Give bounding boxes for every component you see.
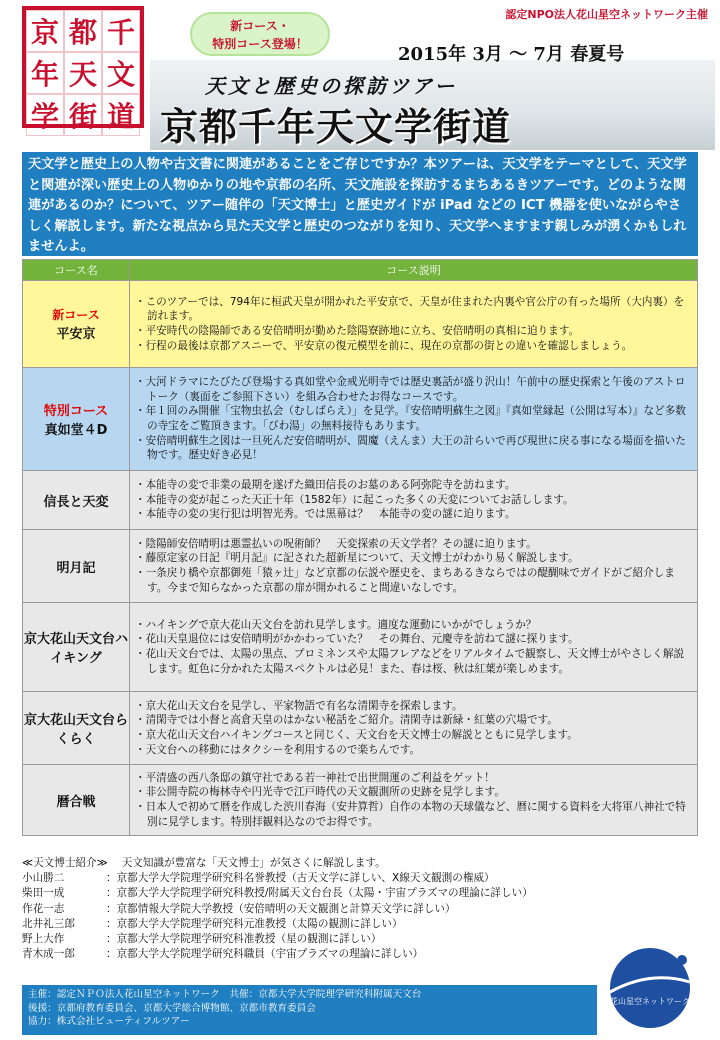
- course-desc-item: ・大河ドラマにたびたび登場する真如堂や金戒光明寺では歴史裏話が盛り沢山！午前中の歴史探索と午後のアストロトーク（裏面をご参照下さい）を組み合わせたお得なコースです。: [135, 376, 686, 403]
- badge-line-1: 新コース・: [230, 19, 290, 33]
- sponsor-line: 主催：認定ＮＰＯ法人花山星空ネットワーク 共催：京都大学大学院理学研究科附属天文台: [28, 989, 422, 1000]
- course-desc-item: ・京大花山天文台ハイキングコースと同じく、天文台を天文博士の解説とともに見学します。: [135, 729, 578, 741]
- course-desc-cell: [130, 530, 698, 603]
- table-header-row: [23, 260, 698, 281]
- logo-char: 文: [102, 52, 140, 94]
- course-desc-cell: [130, 603, 698, 692]
- course-desc-item: ・本能寺の変の実行犯は明智光秀。では黒幕は？ 本能寺の変の謎に迫ります。: [135, 508, 516, 521]
- course-desc-cell: [130, 692, 698, 765]
- course-row-kazan-hiking: [23, 603, 698, 692]
- expert-row: [22, 886, 582, 901]
- course-name-cell: [23, 530, 130, 603]
- course-desc-item: ・ハイキングで京大花山天文台を訪れ見学します。適度な運動にいかがでしょうか？: [135, 618, 537, 631]
- course-name: 真如堂４D: [44, 423, 108, 438]
- course-name-cell: [23, 603, 130, 692]
- expert-name: 北井礼三郎: [22, 917, 75, 930]
- course-desc-item: ・行程の最後は京都アスニーで、平安京の復元模型を前に、現在の京都の街との違いを確認しましょう。: [135, 339, 633, 352]
- course-name: 京大花山天文台ハイキング: [24, 632, 129, 666]
- logo-char: 都: [64, 10, 102, 52]
- course-row-nobunaga: [23, 471, 698, 530]
- logo-char: 街: [64, 94, 102, 136]
- subtitle: 天文と歴史の探訪ツアー: [205, 74, 458, 98]
- course-desc-cell: [130, 471, 698, 530]
- expert-role: ：京都大学大学院理学研究科職員（宇宙プラズマの理論に詳しい）: [106, 948, 424, 961]
- course-row-koyomi: [23, 765, 698, 836]
- sponsor-line: 協力：株式会社ビューティフルツアー: [28, 1016, 190, 1027]
- sponsor-line: 後援：京都府教育委員会、京都大学総合博物館、京都市教育委員会: [28, 1002, 316, 1014]
- logo-grid: [22, 6, 144, 133]
- course-desc-item: ・平清盛の西八条邸の鎮守社である若一神社で出世開運のご利益をゲット！: [135, 771, 495, 784]
- course-row-shinnyodo: [23, 368, 698, 471]
- expert-name: 作花一志: [22, 902, 65, 915]
- expert-row: [22, 871, 582, 886]
- course-desc-item: ・清閑寺では小督と高倉天皇のはかない秘話をご紹介。清閑寺は新緑・紅葉の穴場です。: [135, 714, 558, 727]
- org-logo-text: 花山星空ネットワーク: [610, 997, 690, 1006]
- logo-char: 京: [26, 10, 64, 52]
- badge-line-2: 特別コース登場！: [212, 37, 308, 51]
- course-name-cell: [23, 281, 130, 368]
- course-row-heiankyo: [23, 281, 698, 368]
- expert-row: [22, 932, 582, 947]
- course-desc-item: ・京大花山天文台を見学し、平家物語で有名な清閑寺を探索します。: [135, 699, 463, 712]
- season-label: 2015年 3月 〜 7月 春夏号: [398, 44, 625, 65]
- course-name: 信長と天変: [43, 494, 109, 510]
- course-tag: 新コース: [52, 308, 100, 322]
- expert-name: 青木成一郎: [22, 948, 75, 961]
- course-row-meigetsuki: [23, 530, 698, 603]
- course-tag: 特別コース: [43, 404, 109, 419]
- logo-char: 道: [102, 94, 140, 136]
- course-desc-item: ・天文台への移動にはタクシーを利用するので楽ちんです。: [135, 743, 421, 756]
- course-desc-item: ・安倍晴明蘇生之図は一旦死んだ安倍晴明が、閻魔（えんま）大王の計らいで再び現世に戻る事になる場面を描いた物です。歴史好き必見！: [135, 434, 686, 462]
- course-name-cell: [23, 368, 130, 471]
- org-logo-icon: [590, 930, 708, 1038]
- intro-text: 天文学と歴史上の人物や古文書に関連があることをご存じですか？本ツアーは、天文学をテーマとして、天文学と関連が深い歴史上の人物ゆかりの地や京都の名所、天文施設を探訪するまちあるきツアーです。どのような関連があるのか？について、ツアー随伴の「天文博士」と歴史ガイドが iPad などの ICT 機器を使いながらやさしく解説します。新たな視点から見た天文学と歴史のつながりを知り、天文学へますます親しみが湧くかもしれませんよ。: [22, 152, 698, 256]
- course-desc-cell: [130, 281, 698, 368]
- expert-role: ：京都大学大学院理学研究科元准教授（太陽の観測に詳しい）: [106, 917, 403, 930]
- course-desc-item: ・年１回のみ開催「宝物虫払会（むしばらえ）」を見学。『安倍晴明蘇生之図』『真如堂縁起（公開は写本）』など多数の寺宝をご覧頂きます。「びわ湯」の無料接待もあります。: [135, 405, 686, 432]
- expert-row: [22, 917, 582, 932]
- header-course-name: コース名: [23, 260, 130, 281]
- logo-char: 年: [26, 52, 64, 94]
- course-desc-item: ・陰陽師安倍晴明は悪霊払いの呪術師？ 天変探索の天文学者？その謎に迫ります。: [135, 537, 537, 550]
- course-desc-item: ・藤原定家の日記『明月記』に記された超新星について、天文博士がわかり易く解説します。: [135, 552, 579, 565]
- course-name: 暦合戦: [56, 794, 96, 810]
- course-desc-item: ・非公開寺院の梅林寺や円光寺で江戸時代の天文観測所の史跡を見学します。: [135, 786, 505, 799]
- expert-name: 柴田一成: [22, 887, 65, 900]
- course-table: [22, 259, 698, 836]
- expert-role: ：京都情報大学院大学教授（安倍晴明の天文観測と計算天文学に詳しい）: [106, 902, 456, 915]
- organizer-label: 認定NPO法人花山星空ネットワーク主催: [505, 8, 708, 21]
- course-name: 平安京: [56, 327, 96, 342]
- course-desc-item: ・本能寺の変が起こった天正十年（1582年）に起こった多くの天変についてお話しします。: [135, 493, 574, 506]
- expert-row: [22, 902, 582, 917]
- expert-role: ：京都大学大学院理学研究科准教授（星の観測に詳しい）: [106, 933, 382, 946]
- experts-intro: ≪天文博士紹介≫ 天文知識が豊富な「天文博士」が気さくに解説します。: [22, 857, 386, 869]
- logo-star: [677, 955, 687, 965]
- experts-section: [22, 856, 582, 962]
- expert-role: ：京都大学大学院理学研究科名誉教授（古天文学に詳しい、X線天文観測の権威）: [106, 872, 495, 885]
- course-name: 京大花山天文台らくらく: [24, 713, 129, 747]
- sponsor-box: [22, 985, 597, 1035]
- expert-row: [22, 947, 582, 962]
- logo-char: 千: [102, 10, 140, 52]
- course-desc-item: ・このツアーでは、794年に桓武天皇が開かれた平安京で、天皇が住まれた内裏や官公庁の有った場所（大内裏）を訪れます。: [135, 295, 685, 323]
- course-name: 明月記: [56, 560, 96, 576]
- logo-char: 学: [26, 94, 64, 136]
- new-course-badge: [190, 12, 330, 56]
- course-row-kazan-rakuraku: [23, 692, 698, 765]
- course-desc-item: ・花山天文台では、太陽の黒点、プロミネンスや太陽フレアなどをリアルタイムで観察し、天文博士がやさしく解説します。虹色に分かれた太陽スペクトルは必見！また、春は桜、秋は紅葉が楽しめます。: [135, 648, 685, 675]
- course-desc-item: ・日本人で初めて暦を作成した渋川春海（安井算哲）自作の本物の天球儀など、暦に関する資料を大将軍八神社で特別に見学します。特別拝観料込なのでお得です。: [135, 801, 686, 828]
- course-desc-item: ・花山天皇退位には安倍晴明がかかわっていた？ その舞台、元慶寺を訪ねて謎に探ります。: [135, 633, 579, 646]
- course-desc-item: ・平安時代の陰陽師である安倍晴明が勤めた陰陽寮跡地に立ち、安倍晴明の真相に迫ります。: [135, 325, 580, 337]
- course-desc-cell: [130, 765, 698, 836]
- course-desc-item: ・一条戻り橋や京都御苑「猿ヶ辻」など京都の伝説や歴史を、まちあるきならではの醍醐味でガイドがご紹介します。今まで知らなかった京都の扉が開かれること間違いなしです。: [135, 567, 675, 594]
- page-title: 京都千年天文学街道: [160, 105, 512, 149]
- course-desc-item: ・本能寺の変で非業の最期を遂げた織田信長のお墓のある阿弥陀寺を訪ねます。: [135, 479, 516, 492]
- expert-name: 野上大作: [22, 933, 65, 946]
- header-course-desc: コース説明: [130, 260, 698, 281]
- course-name-cell: [23, 692, 130, 765]
- course-name-cell: [23, 765, 130, 836]
- expert-role: ：京都大学大学院理学研究科教授/附属天文台台長（太陽・宇宙プラズマの理論に詳しい）: [106, 887, 533, 900]
- course-name-cell: [23, 471, 130, 530]
- course-desc-cell: [130, 368, 698, 471]
- expert-name: 小山勝二: [22, 872, 65, 885]
- logo-char: 天: [64, 52, 102, 94]
